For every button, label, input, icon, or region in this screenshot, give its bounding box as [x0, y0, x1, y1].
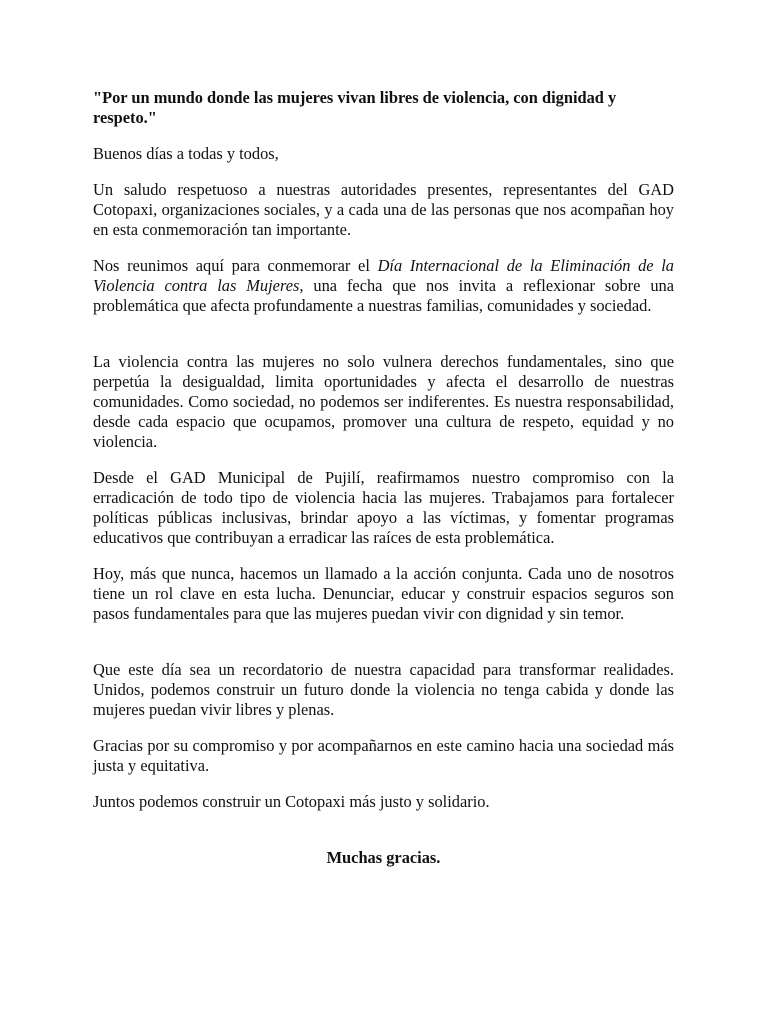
- call-to-action-paragraph: Hoy, más que nunca, hacemos un llamado a la acción conjunta. Cada uno de nosotros tiene un rol clave en esta lucha. Denunciar, educar y construir espacios seguros son pasos fundamentales para que las mujeres puedan vivir con dignidad y sin temor.: [93, 564, 674, 623]
- commemoration-text-before: Nos reunimos aquí para conmemorar el: [93, 256, 378, 275]
- commemoration-text-after: , una fecha que nos invita a reflexionar sobre una problemática que afecta profundamente a nuestras familias, comunidades y sociedad.: [93, 276, 674, 315]
- document-title: "Por un mundo donde las mujeres vivan libres de violencia, con dignidad y respeto.": [93, 88, 617, 127]
- thanks-paragraph: Gracias por su compromiso y por acompañarnos en este camino hacia una sociedad más justa y equitativa.: [93, 736, 674, 775]
- together-paragraph: Juntos podemos construir un Cotopaxi más justo y solidario.: [93, 792, 490, 811]
- gad-commitment-paragraph: Desde el GAD Municipal de Pujilí, reafirmamos nuestro compromiso con la erradicación de todo tipo de violencia hacia las mujeres. Trabajamos para fortalecer políticas públicas inclusivas, brindar apoyo a las víctimas, y fomentar programas educativos que contribuyan a erradicar las raíces de esta problemática.: [93, 468, 674, 547]
- reminder-paragraph: Que este día sea un recordatorio de nuestra capacidad para transformar realidades. Unidos, podemos construir un futuro donde la violencia no tenga cabida y donde las mujeres puedan vivir libres y plenas.: [93, 660, 674, 719]
- commemoration-paragraph: [93, 256, 674, 316]
- commemoration-event-name: Día Internacional de la Eliminación de la Violencia contra las Mujeres: [93, 256, 674, 295]
- document-page: [93, 88, 674, 868]
- salutation-paragraph: Un saludo respetuoso a nuestras autoridades presentes, representantes del GAD Cotopaxi, organizaciones sociales, y a cada una de las personas que nos acompañan hoy en esta conmemoración tan importante.: [93, 180, 674, 239]
- violence-paragraph: La violencia contra las mujeres no solo vulnera derechos fundamentales, sino que perpetúa la desigualdad, limita oportunidades y afecta el desarrollo de nuestras comunidades. Como sociedad, no podemos ser indiferentes. Es nuestra responsabilidad, desde cada espacio que ocupamos, promover una cultura de respeto, equidad y no violencia.: [93, 352, 674, 451]
- closing-line: Muchas gracias.: [326, 848, 441, 867]
- greeting-paragraph: Buenos días a todas y todos,: [93, 144, 279, 163]
